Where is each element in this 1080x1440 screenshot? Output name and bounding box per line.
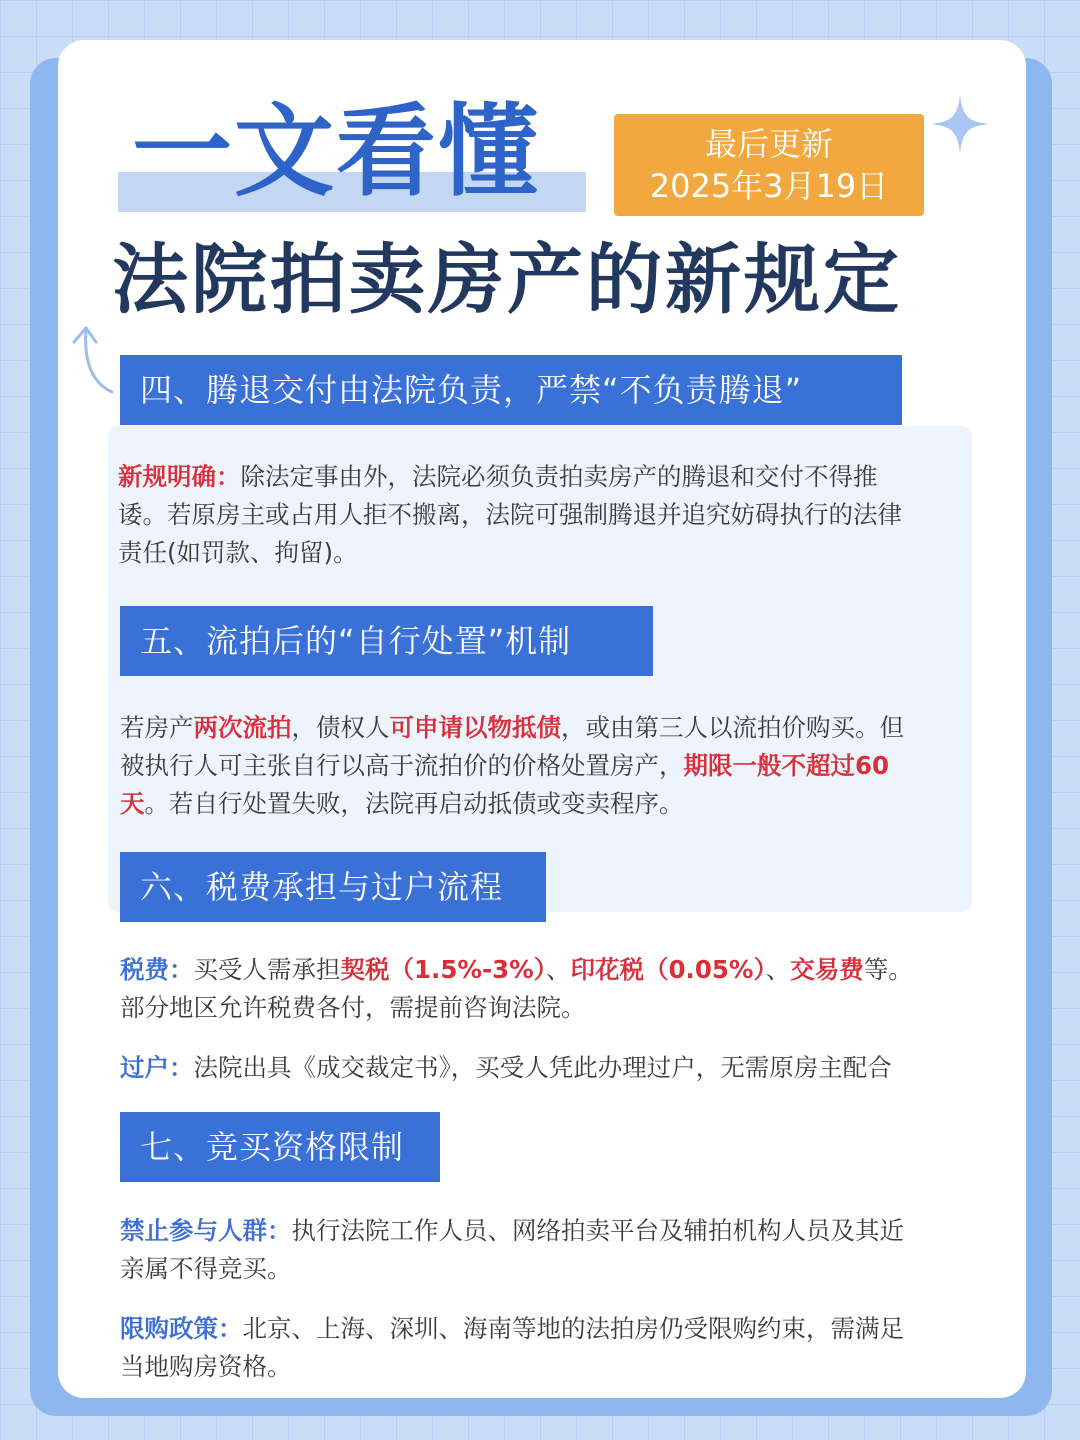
section-5-text-a: 若房产: [120, 713, 194, 742]
section-6-deed-tax: 契税（1.5%-3%）: [340, 955, 546, 984]
section-7-limit-line1: 北京、上海、深圳、海南等地的法拍房仍受限购约束，需满足: [242, 1314, 904, 1343]
page-title-line2: 法院拍卖房产的新规定: [112, 235, 902, 324]
section-6-tax-a: 买受人需承担: [193, 955, 341, 984]
section-6-tax-line2: 部分地区允许税费各付，需提前咨询法院。: [120, 993, 586, 1022]
section-5-highlight-day: 天: [120, 789, 145, 818]
section-5-text-f: 被执行人可主张自行以高于流拍价的价格处置房产，: [120, 751, 684, 780]
section-7-paragraph-limit: [120, 1310, 904, 1386]
update-label: 最后更新: [704, 125, 833, 163]
section-5-paragraph: [120, 709, 904, 823]
section-7-limit-line2: 当地购房资格。: [120, 1352, 292, 1381]
section-5-header: 五、流拍后的“自行处置”机制: [120, 606, 653, 676]
section-4-lead: 新规明确：: [118, 462, 241, 491]
section-5-highlight-two-failed: 两次流拍: [193, 713, 292, 742]
section-7-limit-lead: 限购政策：: [120, 1314, 243, 1343]
section-4-header: 四、腾退交付由法院负责，严禁“不负责腾退”: [120, 355, 902, 425]
page-title-line1: 一文看懂: [132, 93, 540, 210]
section-6-stamp-tax: 印花税（0.05%）: [570, 955, 766, 984]
section-7-paragraph-ban: [120, 1212, 904, 1288]
section-5-text-e: ，或由第三人以流拍价购买。但: [561, 713, 904, 742]
curved-arrow-icon: [62, 318, 122, 398]
section-4-line3: 责任(如罚款、拘留)。: [118, 538, 358, 567]
section-4-line2: 诿。若原房主或占用人拒不搬离，法院可强制腾退并追究妨碍执行的法律: [118, 500, 902, 529]
section-6-paragraph-transfer: [120, 1049, 892, 1087]
section-6-tax-sep2: 、: [765, 955, 791, 984]
section-7-header: 七、竞买资格限制: [120, 1112, 440, 1182]
section-5-text-c: ，债权人: [291, 713, 390, 742]
section-7-ban-lead: 禁止参与人群：: [120, 1216, 292, 1245]
section-7-ban-line2: 亲属不得竞买。: [120, 1254, 292, 1283]
section-6-tax-sep1: 、: [545, 955, 571, 984]
section-6-transfer-text: 法院出具《成交裁定书》，买受人凭此办理过户，无需原房主配合: [193, 1053, 892, 1082]
section-6-tax-lead: 税费：: [120, 955, 194, 984]
update-date: 2025年3月19日: [649, 167, 889, 205]
section-6-paragraph-tax: [120, 951, 913, 1027]
sparkle-icon: [928, 92, 992, 156]
section-5-text-i: 。若自行处置失败，法院再启动抵债或变卖程序。: [144, 789, 684, 818]
section-5-highlight-debt: 可申请以物抵债: [389, 713, 561, 742]
section-4-line1: 除法定事由外，法院必须负责拍卖房产的腾退和交付不得推: [240, 462, 878, 491]
section-6-tax-g: 等。: [863, 955, 913, 984]
update-badge: [614, 114, 924, 216]
section-5-highlight-deadline: 期限一般不超过60: [683, 751, 890, 780]
section-6-header: 六、税费承担与过户流程: [120, 852, 546, 922]
section-4-paragraph: [118, 458, 902, 572]
section-6-transfer-lead: 过户：: [120, 1053, 194, 1082]
section-6-trade-fee: 交易费: [790, 955, 864, 984]
section-7-ban-line1: 执行法院工作人员、网络拍卖平台及辅拍机构人员及其近: [291, 1216, 904, 1245]
